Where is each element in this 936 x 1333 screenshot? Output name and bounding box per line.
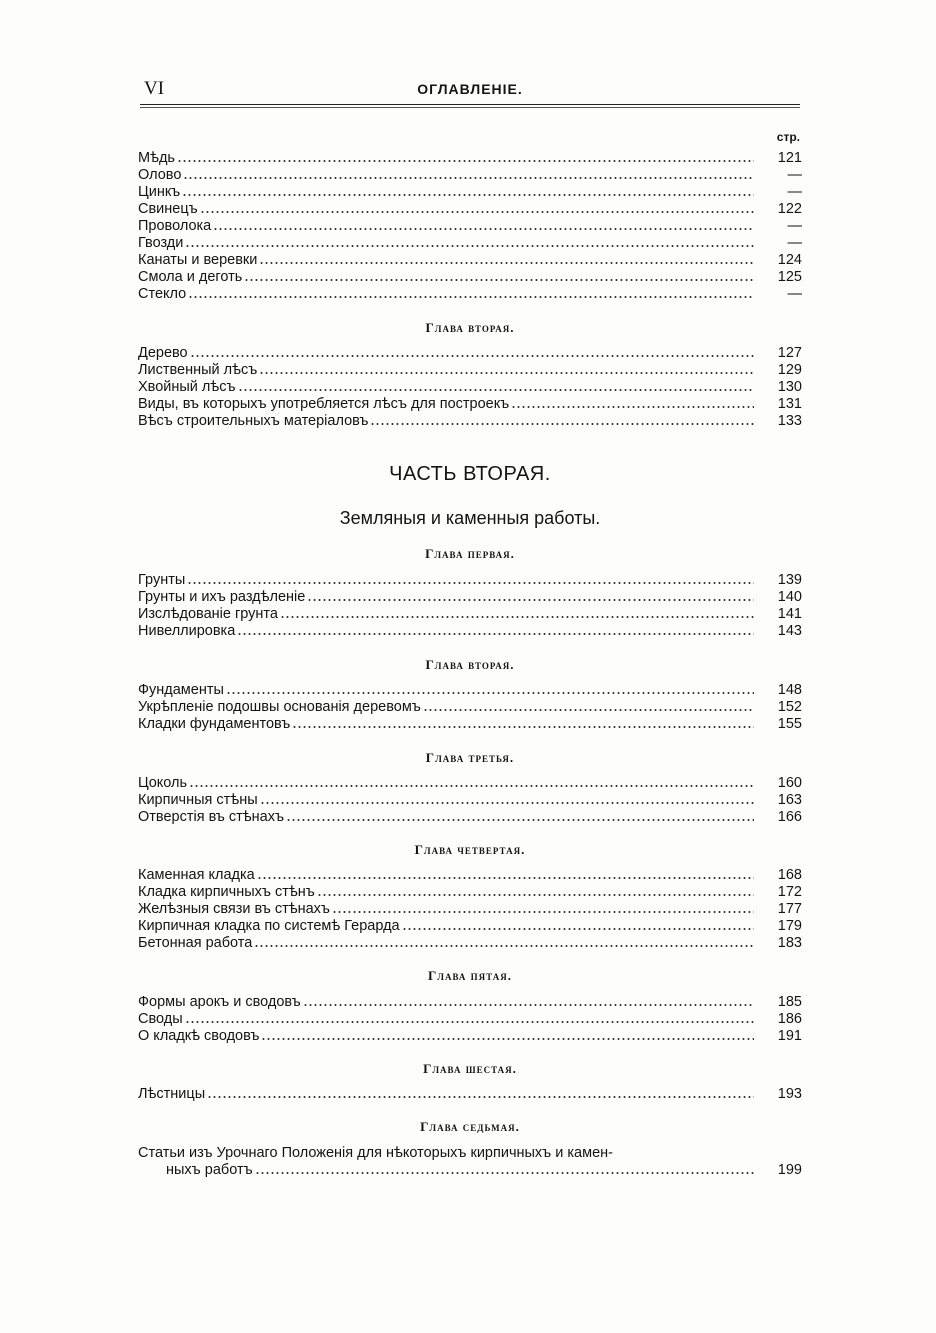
chapter-heading-second-a [138,318,802,338]
toc-entry[interactable] [138,167,802,184]
chapter-heading-second [138,655,802,675]
toc-entry[interactable] [138,1011,802,1028]
toc-entry[interactable] [138,572,802,589]
page-number: VI [144,78,165,99]
header-rule [140,104,800,105]
toc-entry[interactable] [138,345,802,362]
dot-leader [511,405,754,409]
toc-entry-title: Кирпичныя стѣны [138,792,258,808]
toc-entry-page: 160 [777,775,802,791]
toc-entry-page: 186 [777,1011,802,1027]
toc-entry-title: Грунты и ихъ раздѣленіе [138,589,306,605]
toc-entry-page: 141 [777,606,802,622]
toc-entry[interactable] [138,994,802,1011]
toc-entry[interactable] [138,682,802,699]
dot-leader [303,1003,754,1007]
toc-entry[interactable] [138,775,802,792]
toc-entry-page: 172 [777,884,802,900]
toc-entry-title: Олово [138,167,182,183]
dot-leader [237,632,754,636]
chapter-title: Глава четвертая. [414,842,526,857]
toc-entry[interactable] [138,1028,802,1045]
toc-entry-page: 155 [777,716,802,732]
toc-entry-title: Свинецъ [138,201,198,217]
chapter-heading-sixth [138,1059,802,1079]
toc-entry[interactable] [138,379,802,396]
dot-leader [286,818,754,822]
toc-entry[interactable] [138,623,802,640]
toc-entry-page: 130 [777,379,802,395]
toc-entry-title-line2: ныхъ работъ [166,1162,253,1178]
toc-entry[interactable] [138,1145,802,1179]
dot-leader [332,910,754,914]
toc-entry-page: 183 [777,935,802,951]
toc-entry-page: — [787,218,802,234]
toc-entry-title: Цинкъ [138,184,181,200]
part-title: ЧАСТЬ ВТОРАЯ. [389,463,551,485]
chapter-title: Глава шестая. [423,1061,517,1076]
dot-leader [280,615,754,619]
toc-entry[interactable] [138,699,802,716]
dot-leader [185,1020,754,1024]
header-rule-thin [140,107,800,108]
toc-entry-title: Хвойный лѣсъ [138,379,236,395]
toc-entry-title: Каменная кладка [138,867,255,883]
toc-entry-title: Лиственный лѣсъ [138,362,258,378]
toc-entry[interactable] [138,362,802,379]
chapter-title: Глава пятая. [428,968,512,983]
toc-entry-page: 131 [777,396,802,412]
toc-entry[interactable] [138,935,802,952]
toc-block-foundations [138,682,802,733]
toc-entry-title: Стекло [138,286,187,302]
dot-leader [257,876,754,880]
toc-entry-page: 185 [777,994,802,1010]
toc-entry-page: 163 [777,792,802,808]
toc-block-walls [138,775,802,826]
chapter-heading-seventh [138,1117,802,1137]
toc-entry-title: Отверстія въ стѣнахъ [138,809,285,825]
toc-entry-title: Виды, въ которыхъ употребляется лѣсъ для построекъ [138,396,510,412]
toc-entry[interactable] [138,252,802,269]
toc-entry-page: 129 [777,362,802,378]
toc-block-metals [138,150,802,303]
dot-leader [188,295,754,299]
dot-leader [238,388,754,392]
toc-block-soils [138,572,802,640]
toc-entry-page: — [787,167,802,183]
toc-entry[interactable] [138,809,802,826]
toc-entry-page: — [787,235,802,251]
toc-entry-page: 127 [777,345,802,361]
toc-entry-page: 193 [777,1086,802,1102]
chapter-title: Глава седьмая. [420,1119,520,1134]
toc-entry[interactable] [138,606,802,623]
toc-entry[interactable] [138,901,802,918]
toc-entry-page: 148 [777,682,802,698]
dot-leader [370,422,754,426]
toc-entry-title: Цоколь [138,775,188,791]
dot-leader [185,244,754,248]
toc-entry-title: Кладки фундаментовъ [138,716,291,732]
toc-entry-page: 121 [777,150,802,166]
toc-entry-title: Фундаменты [138,682,224,698]
toc-entry-page: 140 [777,589,802,605]
toc-entry-title: Смола и деготь [138,269,243,285]
toc-entry-title: Дерево [138,345,188,361]
toc-entry[interactable] [138,1086,802,1103]
toc-entry[interactable] [138,150,802,167]
toc-entry[interactable] [138,792,802,809]
toc-entry[interactable] [138,884,802,901]
toc-entry-title: Укрѣпленіе подошвы основанія деревомъ [138,699,421,715]
dot-leader [261,1037,754,1041]
toc-entry-page: 152 [777,699,802,715]
toc-entry-page: — [787,286,802,302]
dot-leader [259,371,754,375]
dot-leader [317,893,754,897]
toc-entry-title: Нивеллировка [138,623,236,639]
toc-entry-title: Гвозди [138,235,184,251]
toc-entry-title: Своды [138,1011,183,1027]
toc-entry-line2 [138,1162,802,1179]
toc-entry[interactable] [138,413,802,430]
chapter-heading-third [138,748,802,768]
toc-entry[interactable] [138,218,802,235]
toc-entry-page: 179 [777,918,802,934]
toc-entry-page: 166 [777,809,802,825]
toc-block-stairs [138,1086,802,1103]
toc-entry[interactable] [138,918,802,935]
toc-entry[interactable] [138,716,802,733]
dot-leader [190,354,754,358]
dot-leader [200,210,754,214]
toc-entry[interactable] [138,235,802,252]
chapter-heading-first [138,544,802,564]
chapter-title: Глава вторая. [425,320,515,335]
toc-entry-title: Грунты [138,572,186,588]
toc-entry-page: — [787,184,802,200]
toc-entry[interactable] [138,286,802,303]
dot-leader [307,598,754,602]
toc-block-norms [138,1145,802,1179]
toc-block-masonry [138,867,802,952]
toc-entry-title: Канаты и веревки [138,252,258,268]
dot-leader [292,725,754,729]
toc-entry-title: О кладкѣ сводовъ [138,1028,260,1044]
chapter-title: Глава первая. [425,546,515,561]
dot-leader [254,944,754,948]
toc-entry-page: 168 [777,867,802,883]
dot-leader [260,801,754,805]
dot-leader [182,193,754,197]
toc-entry-page: 191 [777,1028,802,1044]
toc-entry-title: Лѣстницы [138,1086,206,1102]
dot-leader [402,927,754,931]
toc-entry[interactable] [138,867,802,884]
dot-leader [423,708,754,712]
dot-leader [226,691,754,695]
toc-entry-title: Изслѣдованіе грунта [138,606,278,622]
toc-entry-page: 122 [777,201,802,217]
toc-entry-title: Вѣсъ строительныхъ матеріаловъ [138,413,369,429]
toc-block-vaults [138,994,802,1045]
dot-leader [189,784,754,788]
toc-entry-page: 143 [777,623,802,639]
toc-entry-page: 125 [777,269,802,285]
toc-entry-title-line1: Статьи изъ Урочнаго Положенія для нѣкоторыхъ кирпичныхъ и камен- [138,1145,613,1161]
toc-entry[interactable] [138,184,802,201]
page-column-label: стр. [776,130,800,144]
chapter-title: Глава третья. [425,750,515,765]
part-subtitle: Земляныя и каменныя работы. [339,508,601,528]
toc-entry-page: 133 [777,413,802,429]
toc-entry-title: Кладка кирпичныхъ стѣнъ [138,884,315,900]
dot-leader [177,159,754,163]
toc-entry-title: Проволока [138,218,212,234]
toc-entry-title: Желѣзныя связи въ стѣнахъ [138,901,330,917]
toc-entry[interactable] [138,269,802,286]
toc-entry-page: 139 [777,572,802,588]
dot-leader [207,1095,754,1099]
dot-leader [255,1171,754,1175]
running-head [140,78,800,102]
toc-entry[interactable] [138,201,802,218]
toc-entry[interactable] [138,396,802,413]
running-title: ОГЛАВЛЕНІЕ. [417,81,523,97]
toc-entry-page: 199 [777,1162,802,1178]
toc-block-wood [138,345,802,430]
toc-entry-title: Бетонная работа [138,935,253,951]
dot-leader [259,261,754,265]
toc-entry[interactable] [138,589,802,606]
toc-entry-title: Мѣдь [138,150,175,166]
dot-leader [213,227,754,231]
toc-entry-page: 124 [777,252,802,268]
toc-entry-title: Кирпичная кладка по системѣ Герарда [138,918,400,934]
chapter-heading-fifth [138,966,802,986]
chapter-title: Глава вторая. [425,657,515,672]
chapter-heading-fourth [138,840,802,860]
toc-entry-title: Формы арокъ и сводовъ [138,994,301,1010]
dot-leader [183,176,754,180]
dot-leader [187,581,754,585]
toc-entry-page: 177 [777,901,802,917]
dot-leader [244,278,754,282]
